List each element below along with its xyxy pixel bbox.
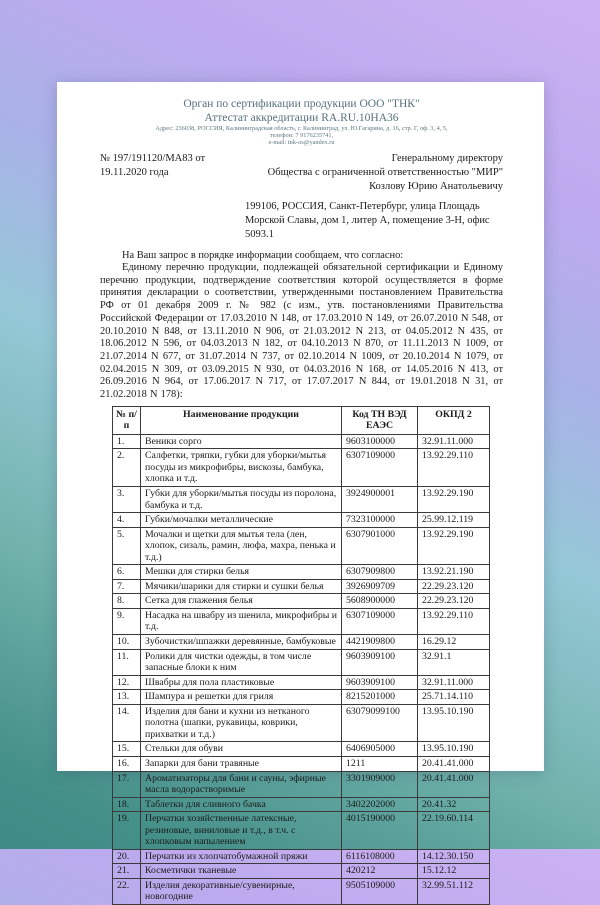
letterhead-accreditation: Аттестат аккредитации RA.RU.10НА36 bbox=[204, 112, 399, 124]
product-name-cell: Запарки для бани травяные bbox=[141, 756, 342, 771]
tnved-code-cell: 9603909100 bbox=[342, 649, 418, 675]
table-row bbox=[113, 704, 490, 742]
product-name-cell: Перчатки из хлопчатобумажной пряжи bbox=[141, 849, 342, 864]
table-row bbox=[113, 649, 490, 675]
okpd-code-cell: 32.91.11.000 bbox=[418, 675, 490, 690]
row-number: 2. bbox=[113, 449, 141, 487]
product-name-cell: Салфетки, тряпки, губки для уборки/мытья посуды из микрофибры, вискозы, бамбука, хлопка и т.д. bbox=[141, 449, 342, 487]
tnved-code-cell: 3301909000 bbox=[342, 771, 418, 797]
addressee-title: Генеральному директору bbox=[391, 153, 503, 164]
letter-body bbox=[100, 249, 503, 402]
tnved-code-cell: 420212 bbox=[342, 864, 418, 879]
reference-date: 19.11.2020 года bbox=[100, 167, 169, 178]
table-row bbox=[113, 527, 490, 565]
row-number: 10. bbox=[113, 635, 141, 650]
row-number: 8. bbox=[113, 594, 141, 609]
addressee-company: Общества с ограниченной ответственностью "МИР" bbox=[267, 167, 503, 178]
letterhead-phone: телефон: 7 9176235741, bbox=[269, 132, 334, 139]
okpd-code-cell: 20.41.32 bbox=[418, 797, 490, 812]
tnved-code-cell: 6307109000 bbox=[342, 608, 418, 634]
okpd-code-cell: 20.41.41.000 bbox=[418, 756, 490, 771]
product-name-cell: Мешки для стирки белья bbox=[141, 565, 342, 580]
tnved-code-cell: 9603100000 bbox=[342, 434, 418, 449]
table-header-row bbox=[113, 406, 490, 434]
header-okpd: ОКПД 2 bbox=[418, 406, 490, 434]
tnved-code-cell: 8215201000 bbox=[342, 690, 418, 705]
table-row bbox=[113, 878, 490, 904]
table-row bbox=[113, 579, 490, 594]
table-row bbox=[113, 771, 490, 797]
row-number: 7. bbox=[113, 579, 141, 594]
okpd-code-cell: 32.91.11.000 bbox=[418, 434, 490, 449]
okpd-code-cell: 25.99.12.119 bbox=[418, 513, 490, 528]
row-number: 14. bbox=[113, 704, 141, 742]
tnved-code-cell: 3402202000 bbox=[342, 797, 418, 812]
okpd-code-cell: 16.29.12 bbox=[418, 635, 490, 650]
tnved-code-cell: 3926909709 bbox=[342, 579, 418, 594]
body-intro: На Ваш запрос в порядке информации сообщаем, что согласно: bbox=[122, 250, 404, 261]
row-number: 18. bbox=[113, 797, 141, 812]
okpd-code-cell: 13.92.21.190 bbox=[418, 565, 490, 580]
row-number: 5. bbox=[113, 527, 141, 565]
body-paragraph: Единому перечню продукции, подлежащей обязательной сертификации и Единому перечню продукции, подтверждение соответствия которой осуществляется в форме принятия декларации о соответствии, утвержденными постановлением Правительства РФ от 01 декабря 2009 г. № 982 (с изм., утв. постановлениями Правительства Российской Федерации от 17.03.2010 N 148, от 17.03.2010 N 149, от 26.07.2010 N 548, от 20.10.2010 N 848, от 13.11.2010 N 906, от 21.03.2012 N 213, от 04.05.2012 N 435, от 18.06.2012 N 596, от 04.03.2013 N 182, от 04.10.2013 N 870, от 11.11.2013 N 1009, от 21.07.2014 N 677, от 31.07.2014 N 737, от 02.10.2014 N 1009, от 20.10.2014 N 1079, от 02.04.2015 N 309, от 03.09.2015 N 930, от 04.03.2016 N 168, от 14.05.2016 N 413, от 26.09.2016 N 964, от 17.06.2017 N 717, от 17.07.2017 N 844, от 19.01.2018 N 31, от 21.02.2018 N 178): bbox=[100, 262, 503, 401]
row-number: 4. bbox=[113, 513, 141, 528]
product-name-cell: Насадка на швабру из шенила, микрофибры и т.д. bbox=[141, 608, 342, 634]
okpd-code-cell: 32.91.1 bbox=[418, 649, 490, 675]
okpd-code-cell: 13.95.10.190 bbox=[418, 704, 490, 742]
product-name-cell: Ролики для чистки одежды, в том числе запасные блоки к ним bbox=[141, 649, 342, 675]
document-page bbox=[57, 82, 544, 903]
product-name-cell: Шампура и решетки для гриля bbox=[141, 690, 342, 705]
row-number: 15. bbox=[113, 742, 141, 757]
product-name-cell: Ароматизаторы для бани и сауны, эфирные масла водорастворимые bbox=[141, 771, 342, 797]
product-table bbox=[112, 406, 490, 905]
okpd-code-cell: 22.29.23.120 bbox=[418, 579, 490, 594]
row-number: 17. bbox=[113, 771, 141, 797]
product-name-cell: Таблетки для сливного бачка bbox=[141, 797, 342, 812]
product-name-cell: Швабры для пола пластиковые bbox=[141, 675, 342, 690]
tnved-code-cell: 6307109000 bbox=[342, 449, 418, 487]
table-row bbox=[113, 849, 490, 864]
table-row bbox=[113, 513, 490, 528]
table-row bbox=[113, 608, 490, 634]
table-row bbox=[113, 690, 490, 705]
tnved-code-cell: 9505109000 bbox=[342, 878, 418, 904]
reference-block bbox=[100, 152, 205, 242]
row-number: 22. bbox=[113, 878, 141, 904]
okpd-code-cell: 13.92.29.190 bbox=[418, 487, 490, 513]
addressee-address: 199106, РОССИЯ, Санкт-Петербург, улица Площадь Морской Славы, дом 1, литер А, помещение 3-Н, офис 5093.1 bbox=[245, 201, 490, 240]
reference-number: № 197/191120/МА83 от bbox=[100, 153, 206, 164]
table-row bbox=[113, 756, 490, 771]
table-row bbox=[113, 864, 490, 879]
reference-addressee-row bbox=[100, 152, 503, 242]
okpd-code-cell: 15.12.12 bbox=[418, 864, 490, 879]
product-name-cell: Перчатки хозяйственные латексные, резиновые, виниловые и т.д., в т.ч. с хлопковым напылением bbox=[141, 812, 342, 850]
product-name-cell: Стельки для обуви bbox=[141, 742, 342, 757]
okpd-code-cell: 14.12.30.150 bbox=[418, 849, 490, 864]
okpd-code-cell: 13.95.10.190 bbox=[418, 742, 490, 757]
okpd-code-cell: 32.99.51.112 bbox=[418, 878, 490, 904]
okpd-code-cell: 13.92.29.110 bbox=[418, 449, 490, 487]
row-number: 21. bbox=[113, 864, 141, 879]
row-number: 1. bbox=[113, 434, 141, 449]
row-number: 3. bbox=[113, 487, 141, 513]
row-number: 11. bbox=[113, 649, 141, 675]
table-row bbox=[113, 812, 490, 850]
letterhead-address: Адрес: 236038, РОССИЯ, Калининградская область, г. Калининград, ул. Ю.Гагарина, д. 16, стр. Г, оф. 3, 4, 5, bbox=[155, 125, 448, 132]
product-name-cell: Веники сорго bbox=[141, 434, 342, 449]
okpd-code-cell: 25.71.14.110 bbox=[418, 690, 490, 705]
table-row bbox=[113, 797, 490, 812]
tnved-code-cell: 63079099100 bbox=[342, 704, 418, 742]
product-name-cell: Губки для уборки/мытья посуды из поролона, бамбука и т.д. bbox=[141, 487, 342, 513]
tnved-code-cell: 6116108000 bbox=[342, 849, 418, 864]
table-row bbox=[113, 742, 490, 757]
row-number: 20. bbox=[113, 849, 141, 864]
product-name-cell: Косметички тканевые bbox=[141, 864, 342, 879]
letterhead-email: e-mail: tnk-os@yandex.ru bbox=[268, 139, 335, 146]
tnved-code-cell: 6406905000 bbox=[342, 742, 418, 757]
tnved-code-cell: 1211 bbox=[342, 756, 418, 771]
letterhead-org-name: Орган по сертификации продукции ООО "ТНК" bbox=[183, 98, 420, 110]
header-num: № п/п bbox=[113, 406, 141, 434]
okpd-code-cell: 13.92.29.190 bbox=[418, 527, 490, 565]
tnved-code-cell: 4421909800 bbox=[342, 635, 418, 650]
addressee-person: Козлову Юрию Анатольевичу bbox=[369, 181, 503, 192]
tnved-code-cell: 9603909100 bbox=[342, 675, 418, 690]
product-name-cell: Изделия для бани и кухни из нетканого полотна (шапки, рукавицы, коврики, прихватки и т.д.) bbox=[141, 704, 342, 742]
row-number: 12. bbox=[113, 675, 141, 690]
table-row bbox=[113, 594, 490, 609]
row-number: 16. bbox=[113, 756, 141, 771]
header-code: Код ТН ВЭД ЕАЭС bbox=[342, 406, 418, 434]
header-name: Наименование продукции bbox=[141, 406, 342, 434]
tnved-code-cell: 6307909800 bbox=[342, 565, 418, 580]
tnved-code-cell: 7323100000 bbox=[342, 513, 418, 528]
letterhead bbox=[100, 97, 503, 146]
table-row bbox=[113, 675, 490, 690]
row-number: 9. bbox=[113, 608, 141, 634]
tnved-code-cell: 6307901000 bbox=[342, 527, 418, 565]
product-name-cell: Мочалки и щетки для мытья тела (лен, хлопок, сизаль, рамин, люфа, махра, пенька и т.д.) bbox=[141, 527, 342, 565]
tnved-code-cell: 5608900000 bbox=[342, 594, 418, 609]
product-name-cell: Губки/мочалки металлические bbox=[141, 513, 342, 528]
table-row bbox=[113, 635, 490, 650]
table-row bbox=[113, 449, 490, 487]
table-row bbox=[113, 565, 490, 580]
row-number: 6. bbox=[113, 565, 141, 580]
table-row bbox=[113, 487, 490, 513]
product-name-cell: Зубочистки/шпажки деревянные, бамбуковые bbox=[141, 635, 342, 650]
row-number: 13. bbox=[113, 690, 141, 705]
tnved-code-cell: 3924900001 bbox=[342, 487, 418, 513]
row-number: 19. bbox=[113, 812, 141, 850]
addressee-block bbox=[245, 152, 503, 242]
okpd-code-cell: 22.29.23.120 bbox=[418, 594, 490, 609]
okpd-code-cell: 13.92.29.110 bbox=[418, 608, 490, 634]
product-name-cell: Сетка для глажения белья bbox=[141, 594, 342, 609]
product-name-cell: Изделия декоративные/сувенирные, новогодние bbox=[141, 878, 342, 904]
table-row bbox=[113, 434, 490, 449]
product-name-cell: Мячики/шарики для стирки и сушки белья bbox=[141, 579, 342, 594]
okpd-code-cell: 22.19.60.114 bbox=[418, 812, 490, 850]
tnved-code-cell: 4015190000 bbox=[342, 812, 418, 850]
okpd-code-cell: 20.41.41.000 bbox=[418, 771, 490, 797]
product-table-body bbox=[113, 434, 490, 904]
